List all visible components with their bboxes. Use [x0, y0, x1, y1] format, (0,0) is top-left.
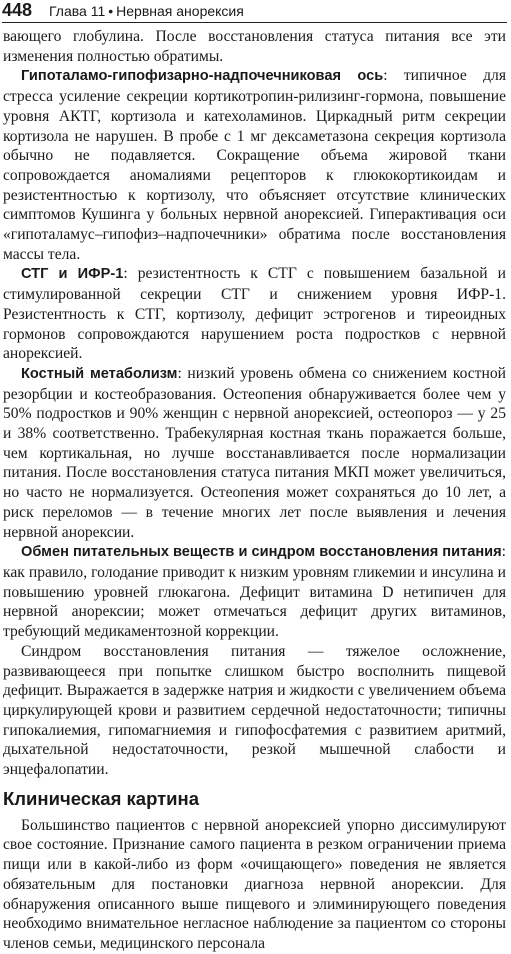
- paragraph-lead: Обмен питательных веществ и синдром восстановления питания: [21, 544, 502, 561]
- chapter-label: Глава 11: [49, 3, 106, 19]
- paragraph-text: : низкий уровень обмена со снижением костной резорбции и костеобразования. Остеопения обнаруживается более чем у 50% подростков и 90% женщин с нервной анорексией, остеопороз — у 25 и 38% соответственно. Трабекулярная костная ткань поражается больше, чем кортикальная, но лучше восстанавливается после нормализации питания. После восстановления статуса питания МКП может увеличиться, но часто не нормализуется. Остеопения может сохраняться до 10 лет, а риск переломов — в течение многих лет после выявления и лечения нервной анорексии.: [3, 364, 506, 541]
- running-header: [2, 0, 507, 23]
- paragraph-nutrient-metabolism: [3, 542, 506, 642]
- paragraph-text: : типичное для стресса усиление секреции кортикотропин-рилизинг-гормона, повышение уровня АКТГ, кортизола и катехоламинов. Циркадный ритм секреции кортизола не нарушен. В пробе с 1 мг дексаметазона секреция кортизола обычно не подавляется. Сокращение объема жировой ткани сопровождается аномалиями рецепторов к глюкокортикоидам и резистентностью к кортизолу, что объясняет отсутствие клинических симптомов Кушинга у больных нервной анорексией. Гиперактивация оси «гипоталамус–гипофиз–надпочечники» обратима после восстановления массы тела.: [3, 67, 507, 263]
- page-number: 448: [2, 0, 33, 20]
- section-heading: Клиническая картина: [3, 787, 200, 809]
- paragraph-continuation: [3, 27, 506, 66]
- page-body: [3, 27, 506, 954]
- paragraph-hpa-axis: [3, 66, 506, 264]
- paragraph-text: : резистентность к СТГ с повышением базальной и стимулированной секреции СТГ и снижением уровня ИФР-1. Резистентность к СТГ, кортизолу, дефицит эстрогенов и тиреоидных гормонов сопровождаются нарушением роста подростков с нервной анорексией.: [3, 265, 507, 363]
- paragraph-clinical-picture: [3, 816, 506, 954]
- paragraph-text: Синдром восстановления питания — тяжелое осложнение, развивающееся при попытке слишком быстро восполнить пищевой дефицит. Выражается в задержке натрия и жидкости с увеличением объема циркулирующей крови и развитием сердечной недостаточности; типичны гипокалиемия, гипомагниемия и гипофосфатемия с развитием аритмий, дыхательной недостаточности, резкой мышечной слабости и энцефалопатии.: [3, 642, 506, 779]
- paragraph-lead: Гипоталамо-гипофизарно-надпочечниковая ось: [21, 68, 384, 85]
- paragraph-lead: Костный метаболизм: [21, 365, 178, 382]
- bullet-separator: •: [108, 3, 114, 19]
- paragraph-gh-igf: [3, 264, 506, 364]
- paragraph-text: вающего глобулина. После восстановления статуса питания все эти изменения полностью обратимы.: [3, 28, 506, 65]
- paragraph-bone-metabolism: [3, 364, 506, 542]
- running-title: [49, 3, 244, 19]
- paragraph-refeeding-syndrome: [3, 642, 506, 780]
- paragraph-text: Большинство пациентов с нервной анорексией упорно диссимулируют свое состояние. Признание самого пациента в резком ограничении приема пищи или в какой-либо из форм «очищающего» поведения не является обязательным для постановки диагноза нервной анорексии. Для обнаружения описанного выше пищевого и элиминирующего поведения необходимо внимательное негласное наблюдение за пациентом со стороны членов семьи, медицинского персонала: [3, 816, 506, 952]
- paragraph-lead: СТГ и ИФР-1: [21, 266, 124, 283]
- chapter-title: Нервная анорексия: [116, 3, 244, 19]
- paragraph-text: : как правило, голодание приводит к низким уровням гликемии и инсулина и повышению уровней глюкагона. Дефицит витамина D нетипичен для нервной анорексии; может отмечаться дефицит других витаминов, требующий медикаментозной коррекции.: [3, 543, 506, 641]
